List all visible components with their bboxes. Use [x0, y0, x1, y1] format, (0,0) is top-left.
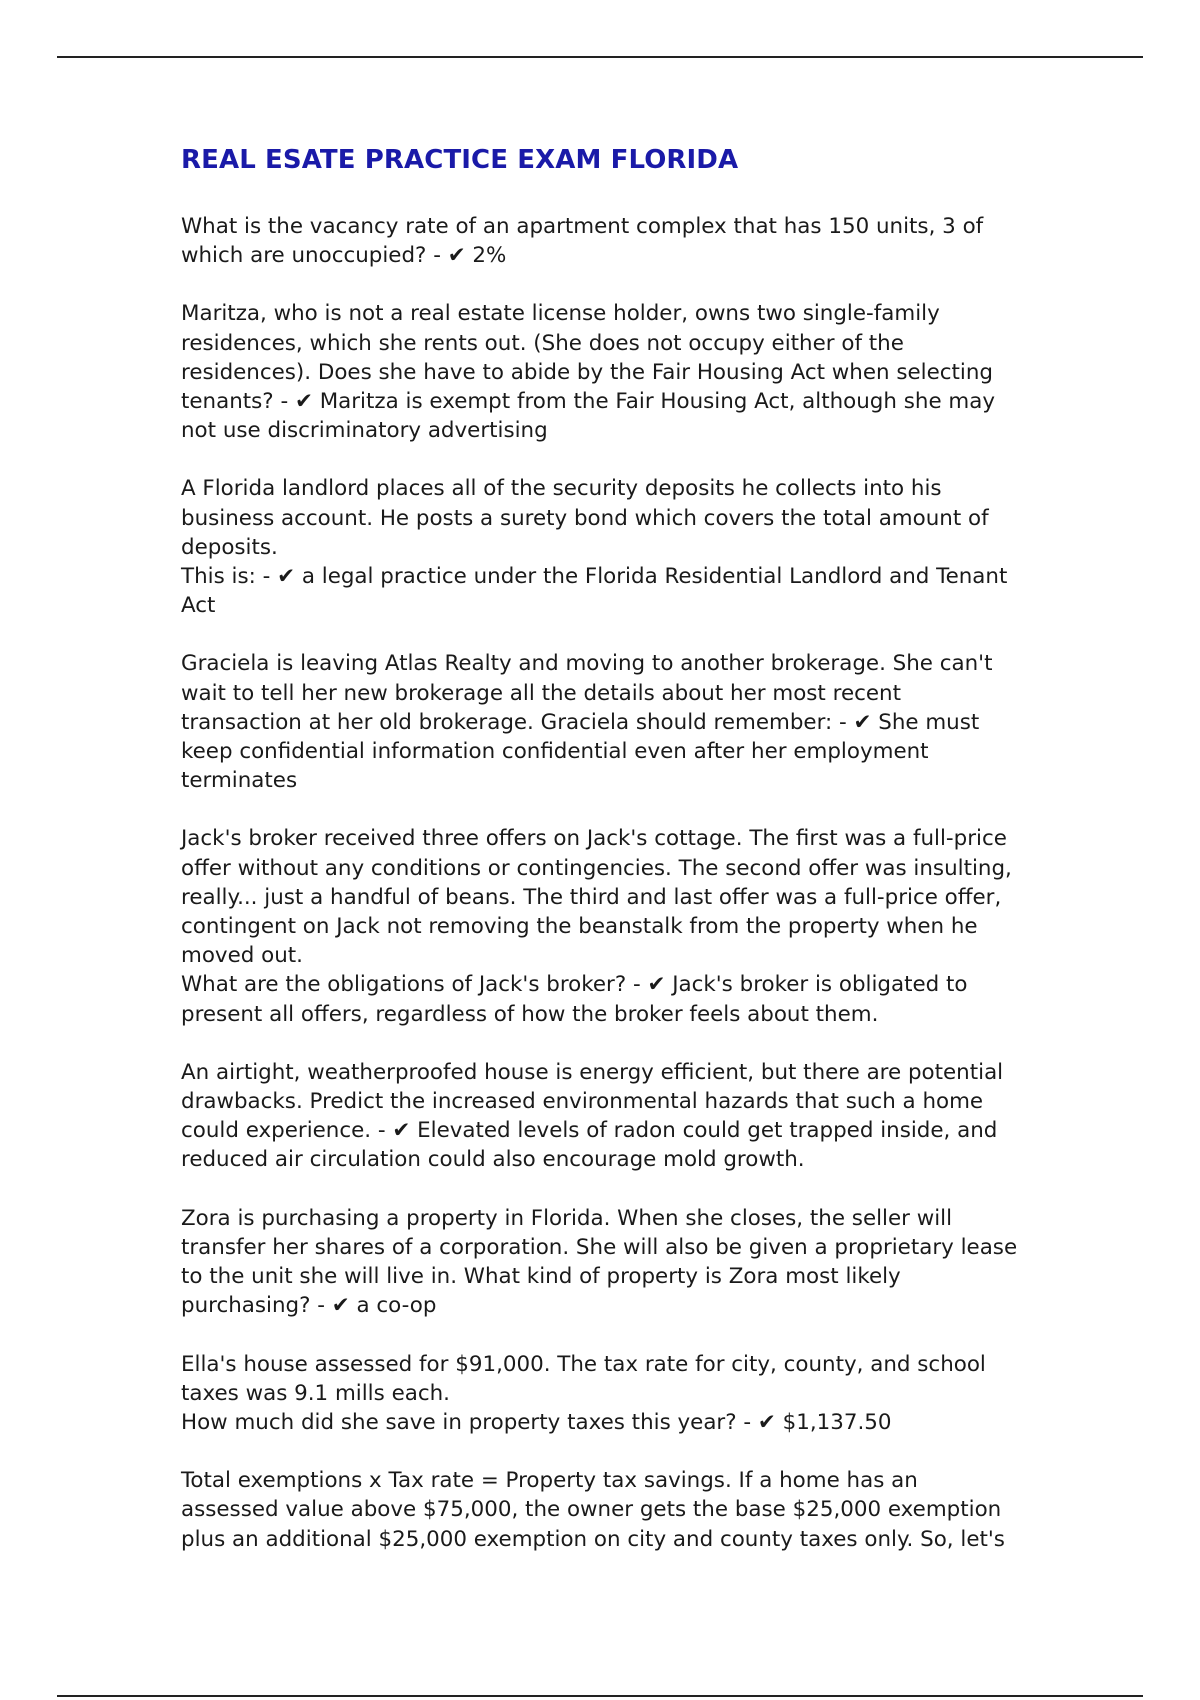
bottom-divider — [57, 1695, 1143, 1697]
text-line: plus an additional $25,000 exemption on city and county taxes only. So, let's — [181, 1526, 1005, 1552]
qa-item-fair-housing — [181, 299, 1021, 445]
text-line: business account. He posts a surety bond which covers the total amount of — [181, 505, 989, 531]
text-line: How much did she save in property taxes this year? - ✔ $1,137.50 — [181, 1409, 892, 1435]
text-line: which are unoccupied? - ✔ 2% — [181, 243, 507, 269]
qa-item-vacancy-rate — [181, 212, 1021, 270]
text-line: A Florida landlord places all of the security deposits he collects into his — [181, 476, 942, 502]
text-line: tenants? - ✔ Maritza is exempt from the Fair Housing Act, although she may — [181, 389, 996, 415]
text-line: What is the vacancy rate of an apartment complex that has 150 units, 3 of — [181, 214, 984, 239]
text-line: drawbacks. Predict the increased environmental hazards that such a home — [181, 1089, 984, 1115]
text-line: reduced air circulation could also encourage mold growth. — [181, 1147, 805, 1173]
qa-item-broker-offers — [181, 824, 1021, 1028]
qa-item-property-taxes — [181, 1350, 1021, 1438]
text-line: not use discriminatory advertising — [181, 418, 548, 444]
text-line: keep confidential information confidential even after her employment — [181, 739, 929, 765]
text-line: taxes was 9.1 mills each. — [181, 1380, 450, 1406]
text-line: present all offers, regardless of how the broker feels about them. — [181, 1001, 879, 1027]
text-line: Act — [181, 593, 216, 619]
text-line: assessed value above $75,000, the owner gets the base $25,000 exemption — [181, 1497, 1002, 1523]
text-line: could experience. - ✔ Elevated levels of radon could get trapped inside, and — [181, 1118, 998, 1144]
document-title: REAL ESATE PRACTICE EXAM FLORIDA — [181, 145, 739, 175]
text-line: What are the obligations of Jack's broker? - ✔ Jack's broker is obligated to — [181, 972, 968, 998]
qa-item-environmental-hazards — [181, 1058, 1021, 1175]
text-line: Graciela is leaving Atlas Realty and moving to another brokerage. She can't — [181, 651, 993, 677]
top-divider — [57, 56, 1143, 58]
text-line: offer without any conditions or contingencies. The second offer was insulting, — [181, 855, 1012, 881]
text-line: residences, which she rents out. (She does not occupy either of the — [181, 330, 904, 356]
text-line: An airtight, weatherproofed house is energy efficient, but there are potential — [181, 1059, 1004, 1085]
text-line: purchasing? - ✔ a co-op — [181, 1293, 437, 1319]
text-line: wait to tell her new brokerage all the details about her most recent — [181, 680, 901, 706]
text-line: Maritza, who is not a real estate license holder, owns two single-family — [181, 301, 940, 327]
text-line: to the unit she will live in. What kind of property is Zora most likely — [181, 1264, 901, 1290]
text-line: contingent on Jack not removing the beanstalk from the property when he — [181, 914, 978, 940]
text-line: Zora is purchasing a property in Florida. When she closes, the seller will — [181, 1205, 953, 1231]
document-body — [181, 140, 1021, 1583]
text-line: residences). Does she have to abide by the Fair Housing Act when selecting — [181, 359, 994, 385]
text-line: This is: - ✔ a legal practice under the Florida Residential Landlord and Tenant — [181, 564, 1008, 590]
qa-item-tax-explanation — [181, 1466, 1021, 1554]
text-line: moved out. — [181, 943, 303, 969]
text-line: transfer her shares of a corporation. She will also be given a proprietary lease — [181, 1234, 1018, 1260]
text-line: really... just a handful of beans. The third and last offer was a full-price offer, — [181, 884, 1002, 910]
text-line: transaction at her old brokerage. Graciela should remember: - ✔ She must — [181, 709, 980, 735]
qa-item-security-deposits — [181, 474, 1021, 620]
text-line: deposits. — [181, 534, 278, 560]
qa-item-co-op — [181, 1204, 1021, 1321]
text-line: Ella's house assessed for $91,000. The tax rate for city, county, and school — [181, 1351, 986, 1377]
text-line: Jack's broker received three offers on Jack's cottage. The first was a full-price — [181, 826, 1007, 852]
text-line: terminates — [181, 768, 298, 794]
qa-item-confidentiality — [181, 649, 1021, 795]
text-line: Total exemptions x Tax rate = Property tax savings. If a home has an — [181, 1468, 918, 1494]
